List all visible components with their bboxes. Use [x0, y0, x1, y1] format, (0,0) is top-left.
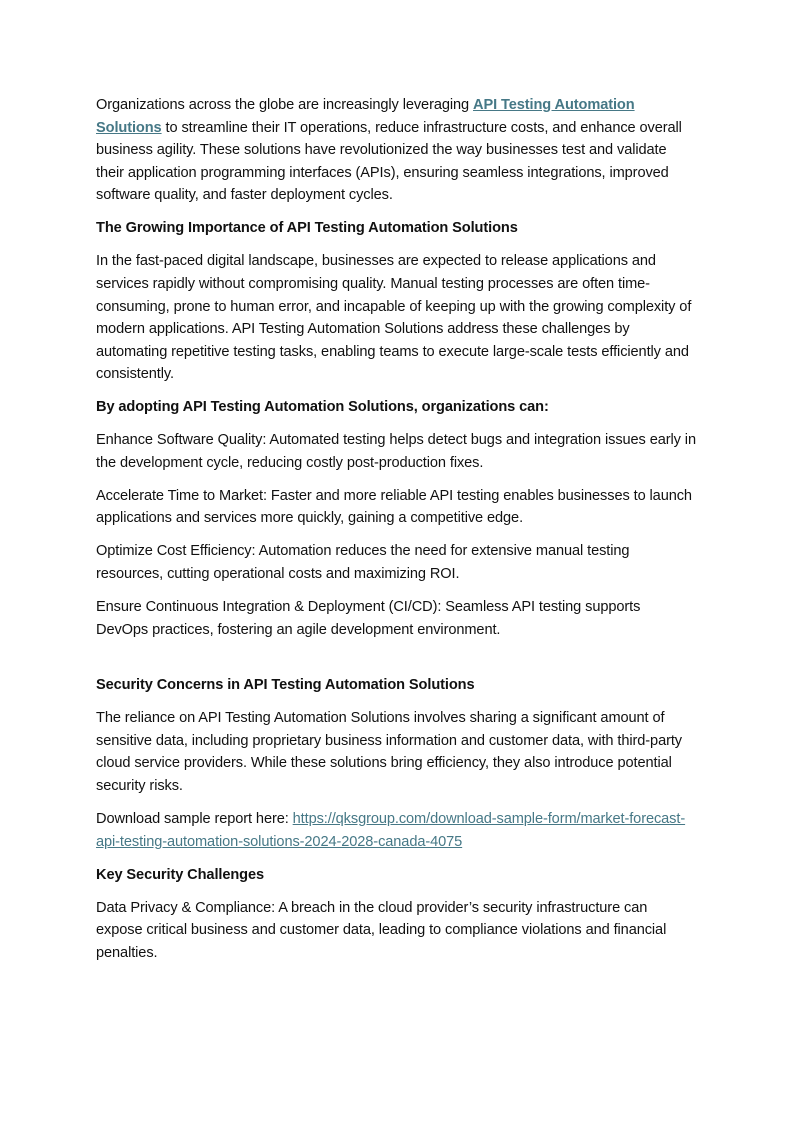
document-page: [96, 94, 696, 975]
security-paragraph: The reliance on API Testing Automation Solutions involves sharing a significant amount of sensitive data, including proprietary business information and customer data, with third-party cloud service providers. While these solutions bring efficiency, they also introduce potential security risks.: [96, 710, 683, 794]
benefit-item-time-to-market: Accelerate Time to Market: Faster and more reliable API testing enables businesses to launch applications and services more quickly, gaining a competitive edge.: [96, 487, 692, 527]
intro-paragraph: [96, 94, 696, 207]
intro-text-after-link: to streamline their IT operations, reduce infrastructure costs, and enhance overall business agility. These solutions have revolutionized the way businesses test and validate their application programming interfaces (APIs), ensuring seamless integrations, improved software quality, and faster deployment cycles.: [96, 119, 682, 204]
download-paragraph: [96, 808, 696, 853]
benefit-item-cost-efficiency: Optimize Cost Efficiency: Automation reduces the need for extensive manual testing resources, cutting operational costs and maximizing ROI.: [96, 543, 630, 583]
benefit-item-ci-cd: Ensure Continuous Integration & Deployment (CI/CD): Seamless API testing supports DevOps practices, fostering an agile development environment.: [96, 599, 641, 638]
benefit-item-software-quality: Enhance Software Quality: Automated testing helps detect bugs and integration issues early in the development cycle, reducing costly post-production fixes.: [96, 432, 696, 471]
blank-line: [96, 652, 696, 675]
api-testing-solutions-link[interactable]: API Testing Automation Solutions: [96, 97, 635, 136]
challenge-item-data-privacy: Data Privacy & Compliance: A breach in the cloud provider’s security infrastructure can expose critical business and customer data, leading to compliance violations and financial penalties.: [96, 899, 667, 961]
intro-text-before-link: Organizations across the globe are increasingly leveraging: [96, 97, 473, 113]
heading-benefits: By adopting API Testing Automation Solutions, organizations can:: [96, 399, 549, 416]
download-sample-report-link[interactable]: https://qksgroup.com/download-sample-form/market-forecast-api-testing-automation-solutions-2024-2028-canada-4075: [96, 810, 686, 850]
download-label: Download sample report here:: [96, 810, 293, 827]
heading-security-concerns: Security Concerns in API Testing Automation Solutions: [96, 677, 475, 694]
importance-paragraph: In the fast-paced digital landscape, businesses are expected to release applications and services rapidly without compromising quality. Manual testing processes are often time-consuming, prone to human error, and incapable of keeping up with the growing complexity of modern applications. API Testing Automation Solutions address these challenges by automating repetitive testing tasks, enabling teams to execute large-scale tests efficiently and consistently.: [96, 253, 692, 383]
heading-growing-importance: The Growing Importance of API Testing Automation Solutions: [96, 220, 518, 237]
heading-key-security-challenges: Key Security Challenges: [96, 866, 265, 883]
